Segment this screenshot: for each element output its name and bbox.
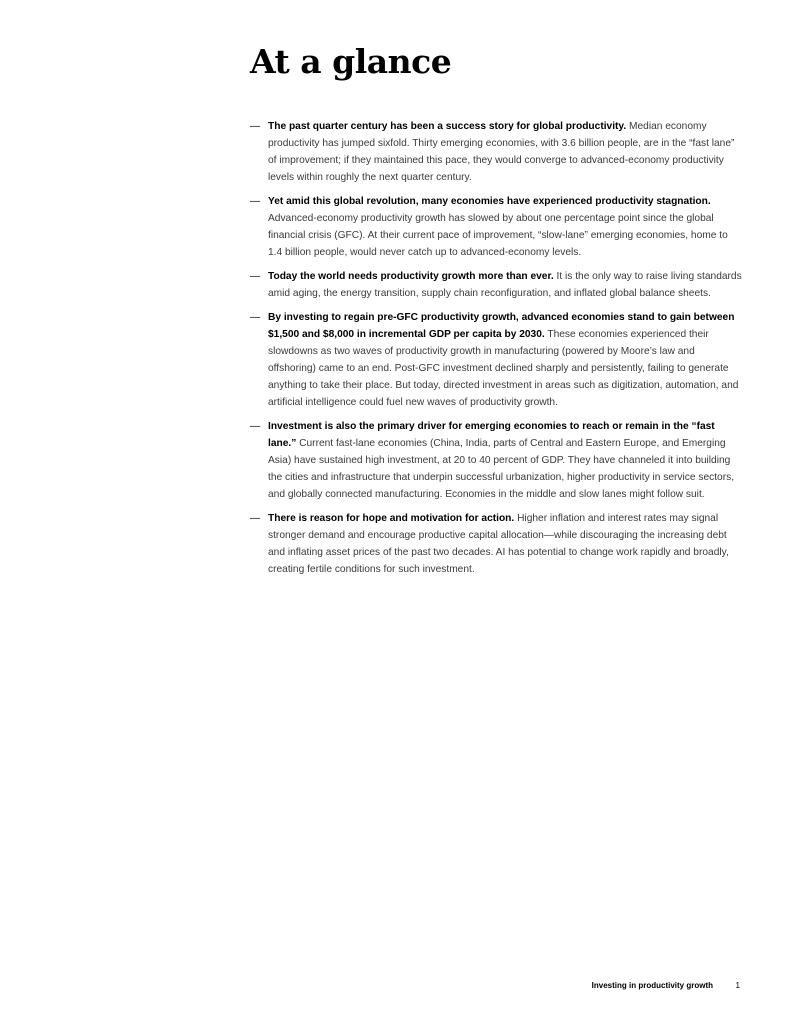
dash-marker: — <box>250 121 261 132</box>
bullet-item <box>250 309 742 411</box>
bullet-body: These economies experienced their slowdowns as two waves of productivity growth in manufacturing (powered by Moore’s law and offshoring) came to an end. Post-GFC investment declined sharply and persistently, failing to generate anything to take their place. But today, directed investment in areas such as digitization, automation, and artificial intelligence could fuel new waves of productivity growth. <box>268 329 739 408</box>
dash-marker: — <box>250 421 261 432</box>
bullet-item <box>250 268 742 302</box>
bullet-body: It is the only way to raise living standards amid aging, the energy transition, supply chain reconfiguration, and inflated global balance sheets. <box>268 271 742 299</box>
bullet-body: Higher inflation and interest rates may signal stronger demand and encourage productive capital allocation—while discouraging the increasing debt and inflating asset prices of the past two decades. AI has potential to change work rapidly and broadly, creating fertile conditions for such investment. <box>268 513 729 575</box>
bullet-lead: Today the world needs productivity growth more than ever. <box>268 271 554 282</box>
bullet-body: Advanced-economy productivity growth has slowed by about one percentage point since the global financial crisis (GFC). At their current pace of improvement, “slow-lane” emerging economies, home to 1.4 billion people, would never catch up to advanced-economy levels. <box>268 213 728 258</box>
footer-report-title: Investing in productivity growth <box>591 981 713 990</box>
bullet-lead: Investment is also the primary driver for emerging economies to reach or remain in the “fast lane.” <box>268 421 715 449</box>
bullet-lead: There is reason for hope and motivation for action. <box>268 513 515 524</box>
footer-page-number: 1 <box>735 981 740 990</box>
bullet-body: Median economy productivity has jumped sixfold. Thirty emerging economies, with 3.6 billion people, are in the “fast lane” of improvement; if they maintained this pace, they would converge to advanced-economy productivity levels within roughly the next quarter century. <box>268 121 735 183</box>
bullet-item <box>250 418 742 503</box>
bullet-item <box>250 118 742 186</box>
bullet-lead: Yet amid this global revolution, many economies have experienced productivity stagnation. <box>268 196 711 207</box>
dash-marker: — <box>250 196 261 207</box>
bullet-lead: The past quarter century has been a success story for global productivity. <box>268 121 627 132</box>
dash-marker: — <box>250 271 261 282</box>
dash-marker: — <box>250 312 261 323</box>
key-findings-list <box>250 118 742 585</box>
bullet-lead: By investing to regain pre-GFC productivity growth, advanced economies stand to gain between $1,500 and $8,000 in incremental GDP per capita by 2030. <box>268 312 735 340</box>
bullet-item <box>250 193 742 261</box>
bullet-body: Current fast-lane economies (China, India, parts of Central and Eastern Europe, and Emerging Asia) have sustained high investment, at 20 to 40 percent of GDP. They have channeled it into building the cities and infrastructure that underpin successful urbanization, higher productivity in service sectors, and globally connected manufacturing. Economies in the middle and slow lanes might follow suit. <box>268 438 735 500</box>
page-title: At a glance <box>250 42 452 81</box>
bullet-item <box>250 510 742 578</box>
dash-marker: — <box>250 513 261 524</box>
